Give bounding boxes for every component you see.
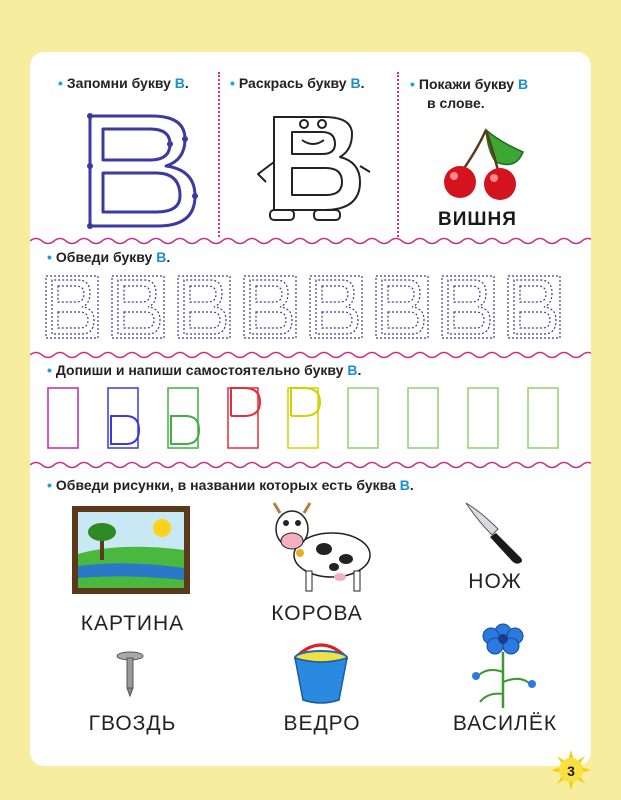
cherry-icon bbox=[438, 122, 538, 202]
picture-word: ВЕДРО bbox=[283, 712, 361, 735]
trace-letters-row bbox=[44, 274, 579, 344]
task-trace-letter: • Обведи букву В. bbox=[47, 249, 171, 265]
column-divider bbox=[397, 72, 399, 237]
task-color-letter: • Раскрась букву В. bbox=[230, 75, 365, 91]
wavy-divider bbox=[30, 460, 591, 470]
bucket-icon bbox=[285, 632, 360, 707]
task-remember-letter: • Запомни букву В. bbox=[58, 75, 189, 91]
nail-icon bbox=[112, 650, 152, 700]
task-finish-write: • Допиши и напиши самостоятельно букву В. bbox=[47, 362, 362, 378]
painting-icon bbox=[70, 504, 192, 596]
picture-word: ГВОЗДЬ bbox=[88, 712, 177, 735]
write-letters-row bbox=[44, 386, 579, 451]
picture-word: КАРТИНА bbox=[80, 612, 185, 635]
wavy-divider bbox=[30, 236, 591, 246]
picture-word: НОЖ bbox=[468, 570, 522, 593]
page-number: 3 bbox=[567, 763, 575, 779]
cherry-word: ВИШНЯ bbox=[438, 209, 517, 230]
picture-word: КОРОВА bbox=[271, 602, 363, 625]
letter-v-character-coloring bbox=[252, 102, 372, 227]
task-show-letter: • Покажи букву В в слове. bbox=[410, 76, 529, 111]
cow-icon bbox=[262, 497, 377, 597]
big-letter-v-outline bbox=[70, 104, 200, 234]
worksheet-card bbox=[30, 52, 591, 766]
column-divider bbox=[218, 72, 220, 237]
cornflower-icon bbox=[458, 612, 548, 712]
knife-icon bbox=[460, 497, 530, 567]
wavy-divider bbox=[30, 350, 591, 360]
picture-word: ВАСИЛЁК bbox=[452, 712, 558, 735]
task-trace-pictures: • Обведи рисунки, в названии которых есть буква В. bbox=[47, 477, 414, 493]
